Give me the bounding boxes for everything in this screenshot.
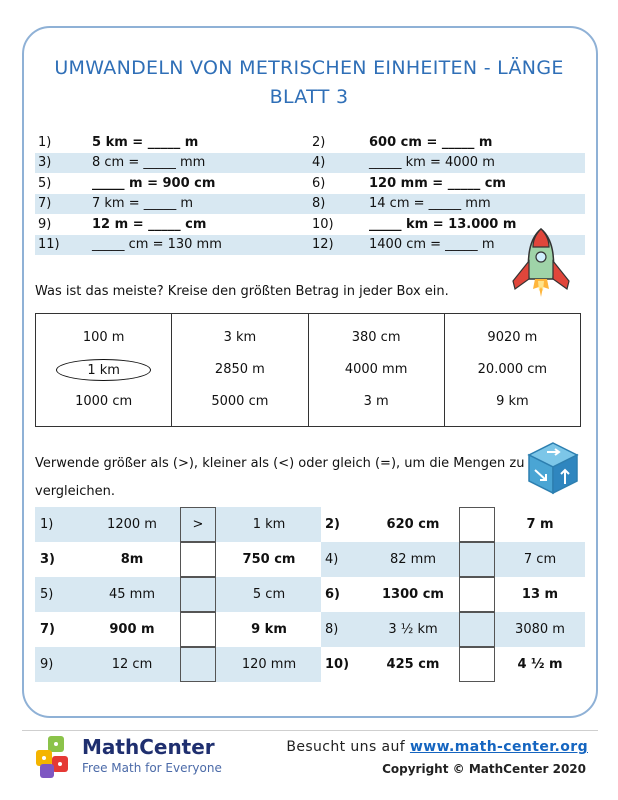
- compare-right-value: 120 mm: [241, 657, 297, 672]
- amount-value[interactable]: 1000 cm: [75, 394, 133, 409]
- problem-number: 9): [38, 216, 52, 232]
- compare-right-value: 750 cm: [242, 552, 296, 567]
- conversion-row: [35, 214, 585, 235]
- conversion-problem: 8 cm = _____ mm: [92, 155, 206, 171]
- visit-line: [286, 739, 588, 755]
- compare-right-value: 7 cm: [523, 552, 557, 567]
- answer-cell[interactable]: [179, 507, 217, 542]
- conversion-problem: _____ km = 13.000 m: [369, 216, 517, 232]
- compare-left-value: 45 mm: [108, 587, 155, 602]
- amount-value[interactable]: 9020 m: [487, 330, 538, 345]
- conversion-problem: 12 m = _____ cm: [92, 216, 207, 232]
- compare-left-value: 8m: [120, 552, 144, 567]
- brand-tagline: Free Math for Everyone: [82, 761, 222, 775]
- conversion-row: [35, 194, 585, 215]
- instruction-compare-line1: Verwende größer als (>), kleiner als (<) oder gleich (=), um die Mengen zu: [35, 456, 525, 471]
- conversion-row: [35, 235, 585, 256]
- conversion-row: [35, 173, 585, 194]
- compare-left-value: 12 cm: [111, 657, 153, 672]
- worksheet-title: UMWANDELN VON METRISCHEN EINHEITEN - LÄNGE: [54, 57, 564, 79]
- rocket-icon: [509, 227, 573, 305]
- conversion-problem: 1400 cm = _____ m: [369, 237, 495, 253]
- problem-number: 2): [312, 134, 326, 150]
- conversion-problem: _____ cm = 130 mm: [92, 237, 222, 253]
- problem-number: 6): [312, 175, 326, 191]
- answer-box[interactable]: [180, 647, 216, 682]
- conversion-row: [35, 132, 585, 153]
- conversion-problem: 600 cm = _____ m: [369, 134, 493, 150]
- amount-value[interactable]: 2850 m: [214, 362, 265, 377]
- problem-number: 8): [325, 622, 339, 637]
- compare-right-value: 3080 m: [515, 622, 565, 637]
- answer-box[interactable]: [459, 577, 495, 612]
- answer-cell[interactable]: [459, 507, 495, 542]
- answer-box[interactable]: [459, 647, 495, 682]
- compare-right-value: 5 cm: [252, 587, 286, 602]
- compare-left-value: 1200 m: [107, 517, 157, 532]
- amount-box: [309, 314, 445, 426]
- compare-left-value: 3 ½ km: [388, 622, 438, 637]
- amount-box: [172, 314, 308, 426]
- answer-box[interactable]: [180, 577, 216, 612]
- answer-box[interactable]: [459, 507, 495, 542]
- amount-value[interactable]: 9 km: [496, 394, 529, 409]
- mathcenter-logo-icon: [32, 734, 78, 780]
- compare-left-value: 425 cm: [386, 657, 440, 672]
- problem-number: 9): [40, 657, 54, 672]
- conversion-problem: 7 km = _____ m: [92, 196, 194, 212]
- instruction-largest: Was ist das meiste? Kreise den größten Betrag in jeder Box ein.: [35, 284, 449, 299]
- answer-cell[interactable]: [459, 612, 495, 647]
- amount-value[interactable]: 3 km: [223, 330, 257, 345]
- amount-value[interactable]: 20.000 cm: [477, 362, 548, 377]
- answer-box[interactable]: [180, 612, 216, 647]
- conversion-problem: 5 km = _____ m: [92, 134, 199, 150]
- amount-value[interactable]: 1 km: [56, 359, 151, 381]
- problem-number: 5): [40, 587, 54, 602]
- copyright: Copyright © MathCenter 2020: [382, 762, 586, 776]
- problem-number: 12): [312, 237, 334, 253]
- answer-cell[interactable]: [179, 542, 217, 577]
- comparison-table: [35, 507, 585, 682]
- footer-divider: [22, 730, 598, 731]
- compare-left-value: 620 cm: [386, 517, 440, 532]
- conversion-problem: _____ km = 4000 m: [369, 155, 495, 171]
- compare-left-value: 82 mm: [389, 552, 436, 567]
- problem-number: 6): [325, 587, 340, 602]
- comparison-row: [35, 612, 585, 647]
- problem-number: 7): [40, 622, 55, 637]
- problem-number: 1): [38, 134, 52, 150]
- problem-number: 2): [325, 517, 340, 532]
- problem-number: 1): [40, 517, 54, 532]
- answer-box[interactable]: [180, 542, 216, 577]
- amount-value[interactable]: 100 m: [82, 330, 125, 345]
- amount-box: [445, 314, 580, 426]
- problem-number: 10): [325, 657, 350, 672]
- compare-right-value: 7 m: [526, 517, 554, 532]
- visit-prefix: Besucht uns auf: [286, 739, 410, 755]
- conversion-row: [35, 153, 585, 174]
- answer-box[interactable]: >: [180, 507, 216, 542]
- comparison-row: [35, 542, 585, 577]
- amount-value[interactable]: 4000 mm: [344, 362, 408, 377]
- conversion-problem: 120 mm = _____ cm: [369, 175, 506, 191]
- amount-value[interactable]: 3 m: [363, 394, 389, 409]
- comparison-row: [35, 577, 585, 612]
- amount-value[interactable]: 5000 cm: [211, 394, 269, 409]
- website-link[interactable]: www.math-center.org: [409, 739, 588, 755]
- problem-number: 11): [38, 237, 60, 253]
- compare-right-value: 9 km: [251, 622, 287, 637]
- problem-number: 4): [312, 155, 326, 171]
- conversion-problem: _____ m = 900 cm: [92, 175, 216, 191]
- problem-number: 5): [38, 175, 52, 191]
- largest-amount-boxes: [35, 313, 581, 427]
- answer-box[interactable]: [459, 612, 495, 647]
- worksheet-subtitle: BLATT 3: [269, 86, 349, 108]
- amount-box: [36, 314, 172, 426]
- answer-box[interactable]: [459, 542, 495, 577]
- amount-value[interactable]: 380 cm: [351, 330, 401, 345]
- answer-cell[interactable]: [179, 577, 217, 612]
- compare-left-value: 900 m: [109, 622, 155, 637]
- answer-cell[interactable]: [179, 612, 217, 647]
- compare-right-value: 4 ½ m: [517, 657, 563, 672]
- brand-name: MathCenter: [82, 735, 215, 759]
- problem-number: 7): [38, 196, 52, 212]
- compare-right-value: 13 m: [521, 587, 559, 602]
- problem-number: 3): [40, 552, 55, 567]
- problem-number: 4): [325, 552, 339, 567]
- instruction-compare-line2: vergleichen.: [35, 484, 116, 499]
- answer-cell[interactable]: [179, 647, 217, 682]
- problem-number: 8): [312, 196, 326, 212]
- answer-cell[interactable]: [459, 542, 495, 577]
- compare-left-value: 1300 cm: [382, 587, 444, 602]
- comparison-row: [35, 647, 585, 682]
- comparison-row: [35, 507, 585, 542]
- problem-number: 3): [38, 155, 52, 171]
- conversion-list: [35, 132, 585, 255]
- compare-right-value: 1 km: [252, 517, 286, 532]
- conversion-problem: 14 cm = _____ mm: [369, 196, 491, 212]
- answer-cell[interactable]: [459, 577, 495, 612]
- dice-icon: [526, 440, 580, 496]
- answer-cell[interactable]: [459, 647, 495, 682]
- problem-number: 10): [312, 216, 334, 232]
